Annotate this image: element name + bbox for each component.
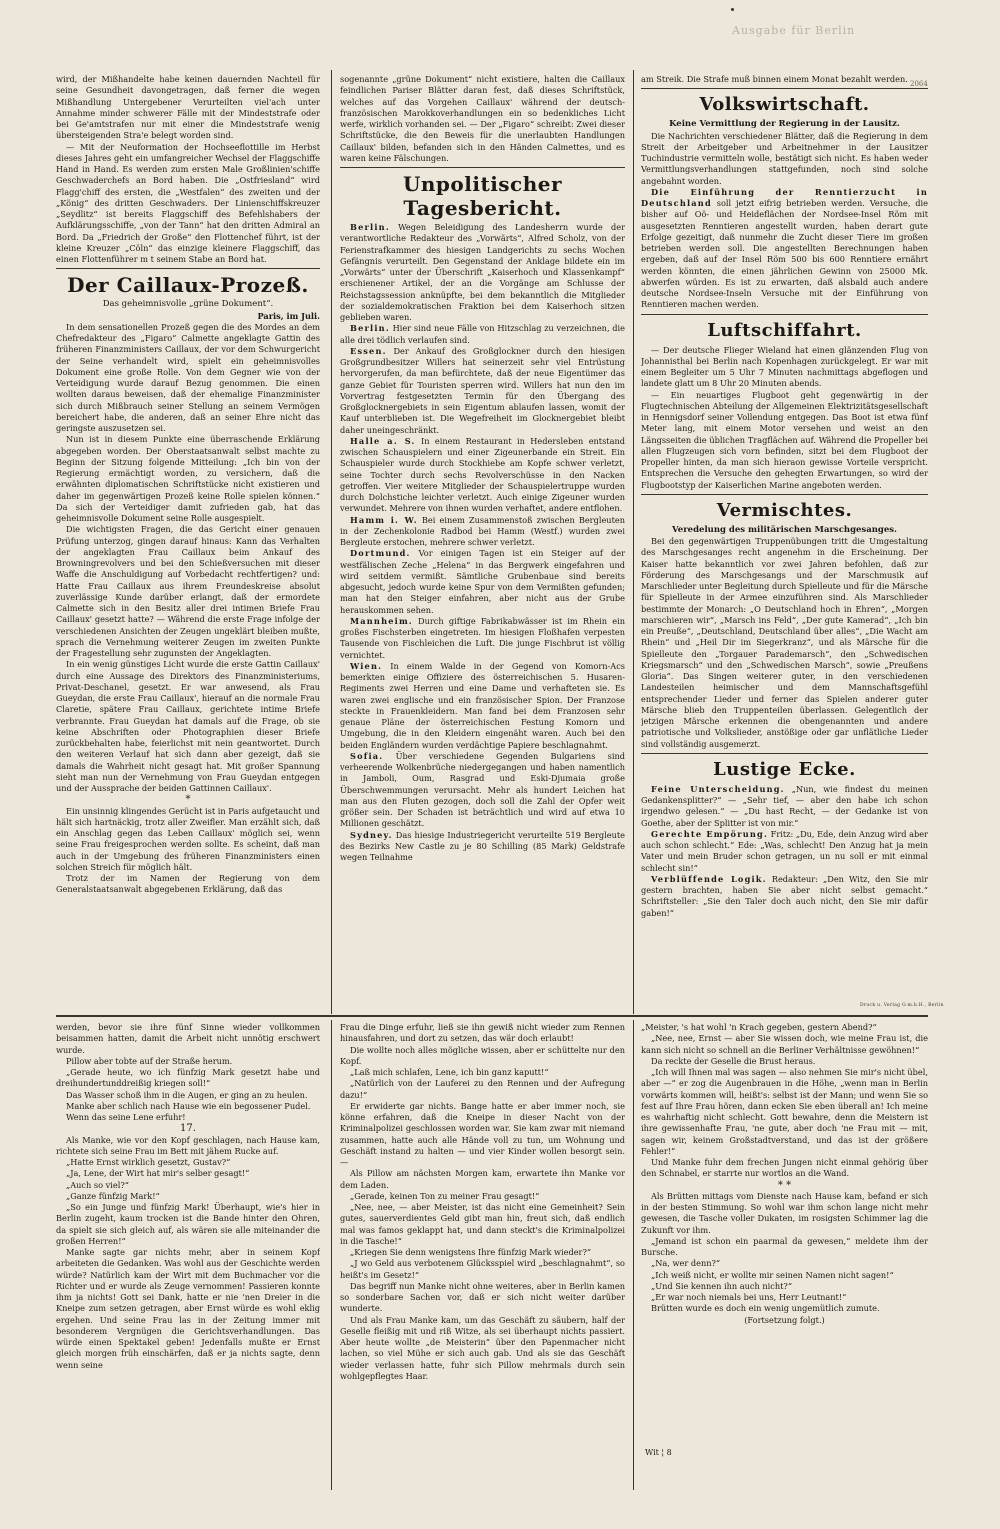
paragraph: „Hatte Ernst wirklich gesetzt, Gustav?“ — [66, 1157, 231, 1167]
item-title: Feine Unterscheidung. — [651, 783, 785, 794]
place-label: Wien. — [350, 660, 383, 671]
paragraph: Die wollte noch alles mögliche wissen, aber er schüttelte nur den Kopf. — [340, 1044, 625, 1066]
news-text: In einem Walde in der Gegend von Komorn-Acs bemerkten einige Offiziere des österreichischen 5. Husaren-Regiments zwei Herren und eine Dame und verhafteten sie. Es waren zwei englische und ein französischer Spion. Der Franzose steckte in Frauenkleidern. Man fand bei dem Franzosen sehr genaue Pläne der österreichischen Festung Komorn und Umgebung, die in den Kleidern eingenäht waren. Auch bei den beiden Engländern wurden verdächtige Papiere beschlagnahmt. — [340, 660, 625, 750]
place-label: Berlin. — [350, 323, 390, 334]
paragraph: „Auch so viel?“ — [66, 1179, 129, 1190]
feuilleton-column-3 — [641, 1022, 928, 1487]
item-title: Gerechte Empörung. — [651, 828, 769, 839]
page-marker: 2064 — [910, 80, 928, 88]
section-rule — [641, 314, 928, 315]
paragraph: In ein wenig günstiges Licht wurde die erste Gattin Caillaux' durch eine Aussage des Direktors des Finanzministeriums, Privat-Deschanel, gesetzt. Er war anwesend, als Frau Gueydan, die erste Frau Caillaux', hierauf an die normale Frau Claretie, spätere Frau Caillaux, gerichtete intime Briefe verbrannte. Frau Gueydan hat damals auf die Frage, ob sie keine Abschriften oder Photographien dieser Briefe zurückbehalten habe, feierlichst mit nein geantwortet. Durch den weiteren Verlauf hat sich dann aber gezeigt, daß sie damals die Wahrheit nicht gesagt hat. Mit großer Spannung sieht man nun der Vernehmung von Frau Gueydan entgegen und der Aussprache der beiden Gattinnen Caillaux'. — [56, 659, 320, 793]
section-rule — [340, 167, 625, 168]
news-text: Bei einem Zusammenstoß zwischen Bergleuten in der Zechenkolonie Radbod bei Hamm (Westf.) wurden zwei Bergleute erstochen, mehrere schwer verletzt. — [340, 514, 625, 547]
feuilleton-divider — [56, 1015, 928, 1017]
news-item — [340, 548, 625, 616]
item-title: Die Einführung der Renntierzucht in Deutschland — [641, 186, 928, 208]
paragraph: „Gerade heute, wo ich fünfzig Mark gesetzt habe und dreihundertunddreißig kriegen soll!“ — [56, 1067, 320, 1089]
paragraph: „Ganze fünfzig Mark!“ — [66, 1190, 160, 1201]
place-label: Hamm i. W. — [350, 514, 418, 525]
column-2 — [340, 74, 625, 1010]
paragraph: Das Wasser schoß ihm in die Augen, er ging an zu heulen. — [66, 1089, 308, 1100]
dateline: Paris, im Juli. — [257, 310, 320, 321]
paragraph: „Nun, wie findest du meinen Gedankensplitter?“ — „Sehr tief, — aber den habe ich schon irgendwo gelesen.“ — „Du hast Recht, — der Gedanke ist von Goethe, aber der Splitter ist von mir.“ — [641, 783, 928, 828]
column-rule — [633, 70, 634, 1014]
news-text: Wegen Beleidigung des Landesherrn wurde der verantwortliche Redakteur des „Vorwärts“, Alfred Scholz, von der Ferienstrafkammer des hiesigen Landgerichts zu sechs Wochen Gefängnis verurteilt. Den Gegenstand der Anklage bildete ein im „Vorwärts“ unter der Überschrift „Kaiserhoch und Klassenkampf“ erschienener Artikel, der an die Vorgänge am Schlusse der Reichstagssession anknüpfte, bei dem bekanntlich die Mitglieder der sozialdemokratischen Fraktion bei dem Kaiserhoch sitzen geblieben waren. — [340, 222, 625, 322]
headline-caillaux: Der Caillaux-Prozeß. — [67, 273, 309, 298]
paragraph: „J wo Geld aus verbotenem Glücksspiel wird „beschlagnahmt“, so heißt's im Gesetz!“ — [340, 1258, 625, 1280]
news-item — [340, 346, 625, 436]
paragraph: „Kriegen Sie denn wenigstens Ihre fünfzig Mark wieder?“ — [350, 1247, 592, 1257]
paragraph: wird, der Mißhandelte habe keinen dauernden Nachteil für seine Gesundheit davongetragen, daß ferner die wegen Mißhandlung Untergebener Verurteilten viel'ach unter Annahme minder schwerer Fälle mit der Mindeststrafe oder bei Ge'amtstrafen nur mit einer die Mindeststrafe wenig übersteigenden Stra'e belegt worden sind. — [56, 74, 320, 141]
paragraph: Die Nachrichten verschiedener Blätter, daß die Regierung in dem Streit der Arbeitgeber und Arbeitnehmer in der Lausitzer Tuchindustrie vermitteln wolle, bestätigt sich nicht. Es haben weder Vermittlungsverhandlungen stattgefunden, noch sind solche angebahnt worden. — [641, 130, 928, 186]
news-item — [340, 222, 625, 323]
place-label: Berlin. — [350, 222, 390, 232]
item-title: Veredelung des militärischen Marschgesanges. — [671, 524, 897, 535]
paragraph: Ein unsinnig klingendes Gerücht ist in Paris aufgetaucht und hält sich hartnäckig, trotz aller Zweifler. Man erzählt sich, daß ein Anschlag gegen das Leben Caillaux' möglich sei, wenn seine Frau freigesprochen werden sollte. Es scheint, daß man auch in der Umgebung des früheren Finanzministers einen solchen Streich für möglich hält. — [56, 805, 320, 872]
paragraph: Nun ist in diesem Punkte eine überraschende Erklärung abgegeben worden. Der Oberstaatsanwalt selbst machte zu Beginn der Sitzung folgende Mitteilung: „Ich bin von der Regierung ermächtigt worden, zu versichern, daß die erwähnten diplomatischen Schriftstücke nicht existieren und daher im gegenwärtigen Prozeß keine Rolle spielen können.“ Da sich der Verteidiger damit zufrieden gab, hat das geheimnisvolle Dokument seine Rolle ausgespielt. — [56, 434, 320, 523]
column-rule — [633, 1020, 634, 1490]
paragraph: Als Manke, wie vor den Kopf geschlagen, nach Hause kam, richtete sich seine Frau im Bett mit jähem Rucke auf. — [56, 1134, 320, 1156]
paragraph: „Laß mich schlafen, Lene, ich bin ganz kaputt!“ — [350, 1067, 549, 1077]
paragraph: „Und Sie kennen ihn auch nicht?“ — [651, 1280, 793, 1291]
paragraph: „Meister, 's hat wohl 'n Krach gegeben, gestern Abend?“ — [641, 1022, 877, 1032]
news-item — [340, 515, 625, 549]
paragraph: „Ja, Lene, der Wirt hat mir's selber gesagt!“ — [66, 1168, 250, 1179]
paragraph: Bei den gegenwärtigen Truppenübungen tritt die Umgestaltung des Marschgesanges recht angenehm in die Erscheinung. Der Kaiser hatte bekanntlich vor zwei Jahren befohlen, daß zur Förderung des Marschgesangs und der Marschmusik auf Marschlieder unter Begleitung durch Spielleute und für die Märsche für Spielleute in der Armee einzuführen sind. Als Marschlieder bestimmte der Monarch: „O Deutschland hoch in Ehren“, „Morgen marschieren wir“, „Marsch ins Feld“, „Der gute Kamerad“, „Ich bin ein Preuße“, „Deutschland, Deutschland über alles“, „Die Wacht am Rhein“ und „Heil Dir im Siegerkranz“, und als Märsche für die Spielleute den „Torgauer Parademarsch“, den „Schwedischen Kriegsmarsch“ und den „Schwedischen Marsch“, sowie „Preußens Gloria“. Das Singen weiterer guter, in den verschiedenen Landesteilen heimischer und dem Mannschaftsgefühl entsprechender Lieder und ferner das Spielen anderer guter Märsche blieb den Truppenteilen überlassen. Gelegentlich der jetzigen Märsche erkennen die obengenannten und andere patriotische und Volkslieder, anstößige oder gar unflätliche Lieder sind vollständig ausgemerzt. — [641, 536, 928, 749]
place-label: Dortmund. — [350, 548, 411, 559]
paragraph: „Natürlich von der Lauferei zu den Rennen und der Aufregung dazu!“ — [340, 1078, 625, 1100]
news-text: Durch giftige Fabrikabwässer ist im Rhein ein großes Fischsterben eingetreten. Im hiesigen Floßhafen verpesten Tausende von Fischleichen die Luft. Die junge Fischbrut ist völlig vernichtet. — [340, 615, 625, 660]
news-text: Das hiesige Industriegericht verurteilte 519 Bergleute des Bezirks New Castle zu je 80 Schilling (85 Mark) Geldstrafe wegen Teilnahme — [340, 829, 625, 862]
paragraph: „Nee, nee, — aber Meister, ist das nicht eine Gemeinheit? Sein gutes, sauerverdientes Geld gibt man hin, freut sich, daß endlich mal was famos geklappt hat, und dann steckt's die Kriminalpolizei in die Tasche!“ — [340, 1202, 625, 1246]
paragraph: Das begriff nun Manke nicht ohne weiteres, aber in Berlin kamen so sonderbare Sachen vor, daß er sich nicht weiter darüber wunderte. — [340, 1280, 625, 1314]
section-rule — [641, 753, 928, 754]
paragraph: „Jemand ist schon ein paarmal da gewesen,“ meldete ihm der Bursche. — [641, 1235, 928, 1257]
news-text: Über verschiedene Gegenden Bulgariens sind verheerende Wolkenbrüche niedergegangen und haben namentlich in Jamboli, Oum, Rasgrad und Eski-Djumaia große Überschwemmungen verursacht. Mehr als hundert Leichen hat man aus den Fluten gezogen, doch soll die Zahl der Opfer weit größer sein. Der Schaden ist beträchtlich und wird auf etwa 10 Millionen geschätzt. — [340, 750, 625, 829]
place-label: Essen. — [350, 345, 387, 356]
item-title: Verblüffende Logik. — [651, 873, 767, 884]
column-3 — [641, 74, 928, 1014]
section-rule — [641, 494, 928, 495]
place-label: Halle a. S. — [350, 435, 416, 446]
paragraph: Als Brütten mittags vom Dienste nach Hause kam, befand er sich in der besten Stimmung. So wohl war ihm schon lange nicht mehr gewesen, die Tasche voller Dukaten, im rosigsten Schimmer lag die Zukunft vor ihm. — [641, 1190, 928, 1235]
headline-vermischtes: Vermischtes. — [716, 499, 853, 521]
paragraph: Pillow aber tobte auf der Straße herum. — [66, 1055, 233, 1066]
paragraph: Manke aber schlich nach Hause wie ein begossener Pudel. — [66, 1100, 311, 1111]
section-rule — [56, 268, 320, 269]
place-label: Sofia. — [350, 750, 384, 761]
paragraph: „Na, wer denn?“ — [651, 1258, 721, 1269]
paragraph: werden, bevor sie ihre fünf Sinne wieder vollkommen beisammen hatten, damit die Arbeit nicht unnötig erschwert wurde. — [56, 1022, 320, 1055]
paragraph: Frau die Dinge erfuhr, ließ sie ihn gewiß nicht wieder zum Rennen hinausfahren, und dort zu setzen, das wär doch erlaubt! — [340, 1022, 625, 1044]
feuilleton-column-1 — [56, 1022, 320, 1487]
imprint: Druck u. Verlag G.m.b.H., Berlin — [860, 1003, 944, 1008]
separator-star: * * — [777, 1179, 792, 1191]
paragraph: Manke sagte gar nichts mehr, aber in seinem Kopf arbeiteten die Gedanken. Was wohl aus der Geschichte werden würde? Natürlich kam der Wirt mit dem Buchmacher vor die Richter und er wurde als Zeuge vernommen! Passieren konnte ihm ja nichts! Gott sei Dank, hatte er nie 'nen Dreier in die Kneipe zum setzen getragen, aber Ernst würde es wohl eklig ergehen. Und seine Frau las in der Zeitung immer mit besonderem Vergnügen die Gerichtsverhandlungen. Das würde einen Spektakel geben! Jedenfalls mußte er Ernst gleich morgen früh einschärfen, daß er ja nichts sagte, denn wenn seine — [56, 1247, 320, 1370]
ink-dot — [731, 8, 734, 11]
paragraph: Da reckte der Geselle die Brust heraus. — [651, 1055, 816, 1066]
paragraph: „Gerade, keinen Ton zu meiner Frau gesagt!“ — [350, 1190, 540, 1201]
news-text: Hier sind neue Fälle von Hitzschlag zu verzeichnen, die alle drei tödlich verlaufen sind. — [340, 323, 625, 345]
column-rule — [331, 70, 332, 1014]
headline-luftschiffahrt: Luftschiffahrt. — [707, 319, 862, 341]
feuilleton-column-2 — [340, 1022, 625, 1467]
news-item — [340, 436, 625, 515]
paragraph: Wenn das seine Lene erfuhr! — [66, 1112, 186, 1122]
paragraph: Brütten wurde es doch ein wenig ungemütlich zumute. — [651, 1303, 880, 1314]
subtitle: Das geheimnisvolle „grüne Dokument“. — [102, 299, 274, 310]
chapter-number: 17. — [180, 1123, 196, 1135]
paragraph: „Ich weiß nicht, er wollte mir seinen Namen nicht sagen!“ — [651, 1269, 894, 1280]
paragraph: Trotz der im Namen der Regierung von dem Generalstaatsanwalt abgegebenen Erklärung, daß das — [56, 873, 320, 895]
paragraph: soll jetzt eifrig betrieben werden. Versuche, die bisher auf Oö- und Heideflächen der Nordsee-Insel Röm mit ausgesetzten Renntieren angestellt wurden, haben derart gute Erfolge gezeitigt, daß nunmehr die Zucht dieser Tiere im großen betrieben werden soll. Die angestellten Berechnungen haben ergeben, daß auf der Insel Röm 500 bis 600 Renntiere ernährt werden könnten, die einen jährlichen Gewinn von 25000 Mk. abwerfen würden. Es ist zu erwarten, daß alsbald auch andere deutsche Nordsee-Inseln Versuche mit der Einführung von Renntieren machen werden. — [641, 198, 928, 310]
news-text: Der Ankauf des Großglockner durch den hiesigen Großgrundbesitzer Willers hat seinerzeit sehr viel Entrüstung hervorgerufen, da man befürchtete, daß der neue Eigentümer das ganze Gebiet für Touristen sperren wird. Willers hat nun den im Vorvertrag festgesetzten Termin für den Übergang des Großglocknergebiets in sein Eigentum ablaufen lassen, womit der Kauf unterblieben ist. Die Wegefreiheit im Glocknergebiet bleibt daher uneingeschränkt. — [340, 345, 625, 435]
paragraph: „So ein Junge und fünfzig Mark! Überhaupt, wie's hier in Berlin zugeht, kaum trocken ist die Bande hinter den Ohren, da spielt sie sich gleich auf, als wären sie alle miteinander die großen Herren!“ — [56, 1202, 320, 1246]
news-item — [340, 323, 625, 346]
paragraph: — Der deutsche Flieger Wieland hat einen glänzenden Flug von Johannisthal bei Berlin nach Kopenhagen zurückgelegt. Er war mit einem Begleiter um 5 Uhr 7 Minuten nachmittags abgeflogen und landete glatt um 8 Uhr 20 Minuten abends. — [641, 344, 928, 389]
separator-star: * — [185, 794, 191, 806]
place-label: Sydney. — [350, 829, 393, 840]
paragraph: „Nee, nee, Ernst — aber Sie wissen doch, wie meine Frau ist, die kann sich nicht so schnell an die Berliner Verhältnisse gewöhnen!“ — [641, 1033, 928, 1055]
column-1 — [56, 74, 320, 934]
headline-volkswirtschaft: Volkswirtschaft. — [699, 94, 870, 116]
paragraph: — Ein neuartiges Flugboot geht gegenwärtig in der Flugtechnischen Abteilung der Allgemeinen Elektrizitätsgesellschaft in Hennigsdorf seiner Vollendung entgegen. Das Boot ist etwa fünf Meter lang, mit einem Motor versehen und weist an den Längsseiten die üblichen Tragflächen auf. Während die Propeller bei allen Flugzeugen sich vorn befinden, sitzt bei dem Flugboot der Propeller hinten, da man sich hieraon gewisse Vorteile verspricht. Entsprechen die Versuche den gehegten Erwartungen, so wird der Flugbootstyp der Kaiserlichen Marine angeboten werden. — [641, 389, 928, 490]
top-mark: Ausgabe für Berlin — [732, 24, 856, 37]
paragraph: „Ich will Ihnen mal was sagen — also nehmen Sie mir's nicht übel, aber —“ er zog die Augenbrauen in die Höhe, „wenn man in Berlin vorwärts kommen will, heißt's: selbst ist der Mann; und wenn Sie so fest auf Ihre Frau hören, dann ecken Sie eben überall an! Ich meine es wahrhaftig nicht schlecht. Gott bewahre, denn die Meistern ist ihre gewissenhafte Frau, 'ne gute, aber doch 'ne Frau mit — mit, sagen wir, keinem Großstadtverstand, und das ist der größere Fehler!“ — [641, 1067, 928, 1156]
paragraph: sogenannte „grüne Dokument“ nicht existiere, halten die Caillaux feindlichen Pariser Blätter daran fest, daß dieses Schriftstück, welches auf das Vorgehen Caillaux' während der deutsch-französischen Marokkoverhandlungen ein so bedenkliches Licht werfe, wirklich vorhanden sei. — Der „Figaro“ schreibt: Zwei dieser Schriftstücke, die den Beweis für die unerlaubten Handlungen Caillaux' bilden, befanden sich in den Händen Calmettes, und es waren keine Fälschungen. — [340, 74, 625, 163]
place-label: Mannheim. — [350, 615, 413, 626]
paragraph: Und Manke fuhr dem frechen Jungen nicht einmal gehörig über den Schnabel, er starrte nur wortlos an die Wand. — [641, 1157, 928, 1179]
paragraph: Die wichtigsten Fragen, die das Gericht einer genauen Prüfung unterzog, gingen darauf hinaus: Kann das Verhalten der angeklagten Frau Caillaux beim Ankauf des Browningrevolvers und bei den Schießversuchen mit dieser Waffe die Anschuldigung auf Vorbedacht rechtfertigen? und: Hatte Frau Caillaux aus ihrem Freundeskreise absolut zuverlässige Kunde darüber erlangt, daß der ermordete Calmette sich in den Besitz aller drei intimen Briefe Frau Caillaux' gesetzt hatte? — Während die erste Frage infolge der verschiedenen Ansichten der Zeugen ungeklärt bleiben mußte, sprach die Vernehmung weiterer Zeugen im zweiten Punkte der Fragestellung sehr zugunsten der Angeklagten. — [56, 524, 320, 658]
paragraph: Er erwiderte gar nichts. Bange hatte er aber immer noch, sie könne erfahren, daß die Kneipe in dieser Nacht von der Kriminalpolizei geschlossen worden war. Sie kam zwar mit niemand zusammen, hatte auch alle Hände voll zu tun, um Wohnung und Geschäft instand zu halten — und vier Kinder wollen besorgt sein. — — [340, 1100, 625, 1167]
column-rule — [331, 1020, 332, 1490]
paragraph: Fritz: „Du, Ede, dein Anzug wird aber auch schon schlecht.“ Ede: „Was, schlecht! Den Anzug hat ja mein Vater und mein Bruder schon getragen, un nu soll er mit einmal schlecht sin!“ — [641, 828, 928, 873]
news-text: In einem Restaurant in Hedersleben entstand zwischen Schauspielern und einer Zigeunerbande ein Streit. Ein Schauspieler wurde durch Stockhiebe am Kopfe schwer verletzt, seine Tochter durch sechs Revolverschüsse in den Nacken getroffen. Vier weitere Mitglieder der Schauspielertruppe wurden durch Dolchstiche leichter verletzt. Auch einige Zigeuner wurden verwundet. Mehrere von ihnen wurden verhaftet, andere entflohen. — [340, 435, 625, 514]
paragraph: Redakteur: „Den Witz, den Sie mir gestern brachten, haben Sie aber nicht selbst gemacht.“ Schriftsteller: „Sie den Taler doch auch nicht, den Sie mir dafür gaben!“ — [641, 873, 928, 918]
news-text: Vor einigen Tagen ist ein Steiger auf der westfälischen Zeche „Helena“ in das Bergwerk eingefahren und wird seitdem vermißt. Sämtliche Grubenbaue sind bereits abgesucht, jedoch wurde keine Spur von dem Vermißten gefunden; man hat den Steiger einfahren, aber nicht aus der Grube herauskommen sehen. — [340, 548, 625, 615]
item-title: Keine Vermittlung der Regierung in der Lausitz. — [669, 119, 900, 130]
news-item — [340, 830, 625, 864]
continuation-note: (Fortsetzung folgt.) — [744, 1314, 825, 1325]
news-item — [340, 616, 625, 661]
news-item — [340, 751, 625, 830]
paragraph: „Er war noch niemals bei uns, Herr Leutnant!“ — [651, 1292, 847, 1302]
paragraph: am Streik. Die Strafe muß binnen einem Monat bezahlt werden. — [641, 74, 908, 84]
paragraph: Als Pillow am nächsten Morgen kam, erwartete ihn Manke vor dem Laden. — [340, 1168, 625, 1190]
paragraph: Und als Frau Manke kam, um das Geschäft zu säubern, half der Geselle fleißig mit und riß Witze, als sei überhaupt nichts passiert. Aber heute wollte „de Meisterin“ über den Papenmacher nicht lachen, so viel Mühe er sich auch gab. Und als sie das Geschäft wieder verlassen hatte, fuhr sich Pillow mehrmals durch sein wohlgepflegtes Haar. — [340, 1314, 625, 1381]
headline-tagesbericht: Unpolitischer Tagesbericht. — [402, 172, 563, 220]
news-item — [340, 661, 625, 751]
section-rule — [641, 88, 928, 89]
footer-mark: Wit ¦ 8 — [645, 1448, 672, 1457]
paragraph: — Mit der Neuformation der Hochseeflottille im Herbst dieses Jahres geht ein umfangreicher Wechsel der Flaggschiffe Hand in Hand. Es werden zum ersten Male Großlinien'schiffe Geschwaderchefs an Bord haben. Die „Ostfriesland“ wird Flagg'chiff des ersten, die „Westfalen“ des zweiten und der „König“ des dritten Geschwaders. Der Linienschiffskreuzer „Seydlitz“ ist bereits Flaggschiff des Befehlshabers der Aufklärungsschiffe, „von der Tann“ hat den dritten Admiral an Bord. Da „Friedrich der Große“ den Flottenchef führt, ist der kleine Kreuzer „Cöln“ das einzige kleinere Flaggschiff, das einen Flottenführer m t seinem Stabe an Bord hat. — [56, 141, 320, 264]
paragraph: In dem sensationellen Prozeß gegen die des Mordes an dem Chefredakteur des „Figaro“ Calmette angeklagte Gattin des früheren Finanzministers Caillaux, der vor dem Schwurgericht der Seine verhandelt wird, spielt ein geheimnisvolles Dokument eine große Rolle. Von dem Gegner wie von der Verteidigung wurde darauf Bezug genommen. Die einen wollten daraus beweisen, daß der ehemalige Finanzminister sich durch Mißbrauch seiner Stellung an seinem Vermögen bereichert habe, die anderen, daß an seiner Ehre nicht das geringste auszusetzen sei. — [56, 321, 320, 433]
headline-lustige-ecke: Lustige Ecke. — [713, 758, 856, 780]
